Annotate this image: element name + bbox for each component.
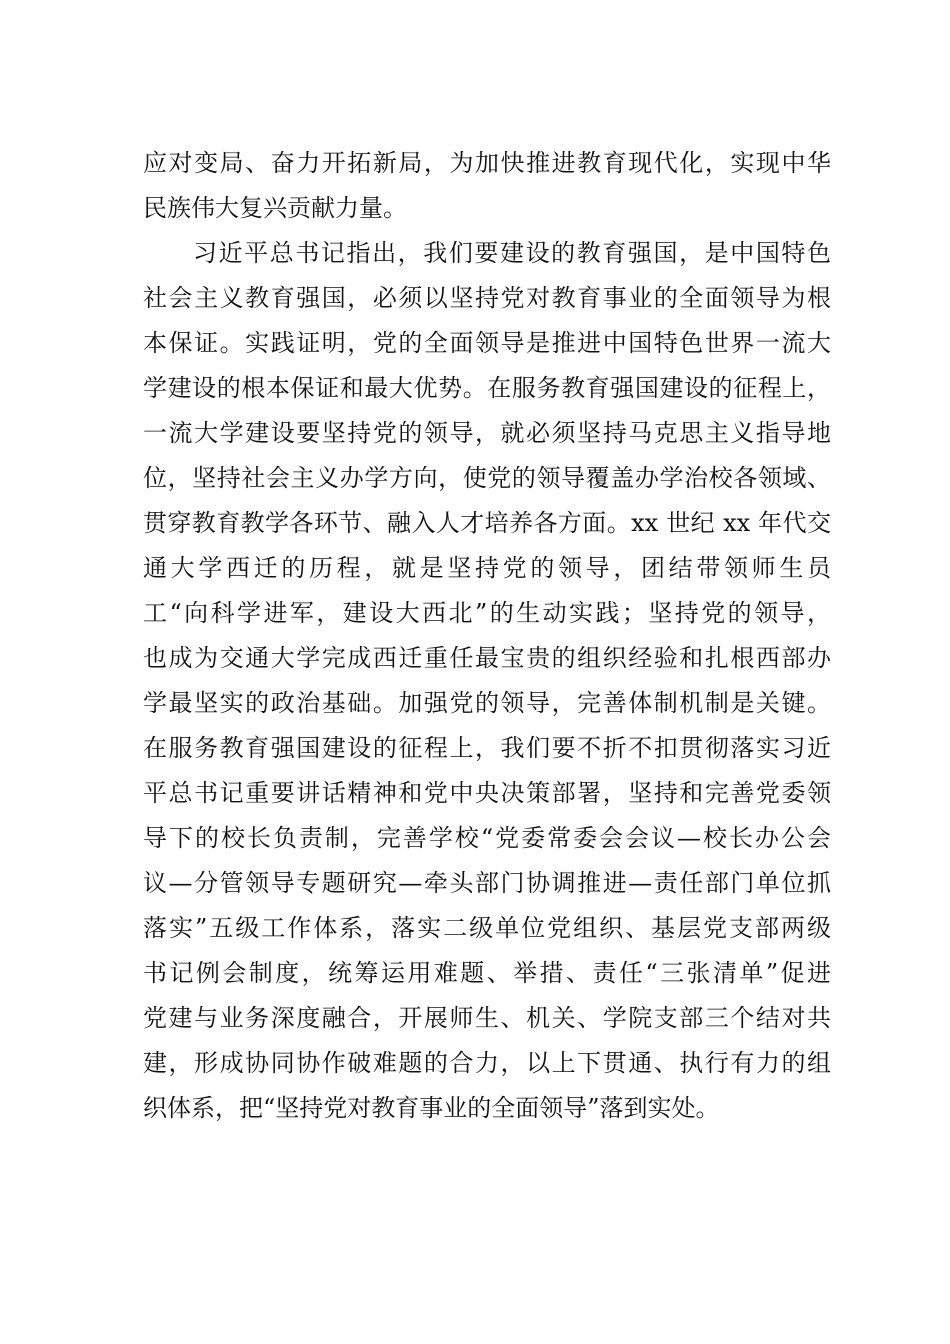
text-line: 一流大学建设要坚持党的领导，就必须坚持马克思主义指导地 [143,419,831,447]
text-line: 位，坚持社会主义办学方向，使党的领导覆盖办学治校各领域、 [143,464,831,492]
text-line: 工“向科学进军，建设大西北”的生动实践；坚持党的领导， [143,599,831,627]
text-line: 贯穿教育教学各环节、融入人才培养各方面。xx 世纪 xx 年代交 [143,509,831,537]
text-line: 党建与业务深度融合，开展师生、机关、学院支部三个结对共 [143,1004,831,1032]
text-line: 社会主义教育强国，必须以坚持党对教育事业的全面领导为根 [143,284,831,312]
text-line: 平总书记重要讲话精神和党中央决策部署，坚持和完善党委领 [143,779,831,807]
text-line: 本保证。实践证明，党的全面领导是推进中国特色世界一流大 [143,329,831,357]
text-line: 民族伟大复兴贡献力量。 [143,194,407,222]
text-line: 书记例会制度，统筹运用难题、举措、责任“三张清单”促进 [143,959,831,987]
text-line: 也成为交通大学完成西迁重任最宝贵的组织经验和扎根西部办 [143,644,831,672]
text-line: 在服务教育强国建设的征程上，我们要不折不扣贯彻落实习近 [143,734,831,762]
text-line: 织体系，把“坚持党对教育事业的全面领导”落到实处。 [143,1094,720,1122]
text-line: 建，形成协同协作破难题的合力，以上下贯通、执行有力的组 [143,1049,831,1077]
paragraph-first-line: 习近平总书记指出，我们要建设的教育强国，是中国特色 [193,239,831,267]
text-line: 通大学西迁的历程，就是坚持党的领导，团结带领师生员 [143,554,831,582]
text-line: 议—分管领导专题研究—牵头部门协调推进—责任部门单位抓 [143,869,831,897]
text-line: 落实”五级工作体系，落实二级单位党组织、基层党支部两级 [143,914,831,942]
text-line: 学建设的根本保证和最大优势。在服务教育强国建设的征程上， [143,374,831,402]
text-line: 学最坚实的政治基础。加强党的领导，完善体制机制是关键。 [143,689,831,717]
document-body [143,143,831,1133]
text-line: 导下的校长负责制，完善学校“党委常委会会议—校长办公会 [143,824,831,852]
text-line: 应对变局、奋力开拓新局，为加快推进教育现代化，实现中华 [143,149,831,177]
